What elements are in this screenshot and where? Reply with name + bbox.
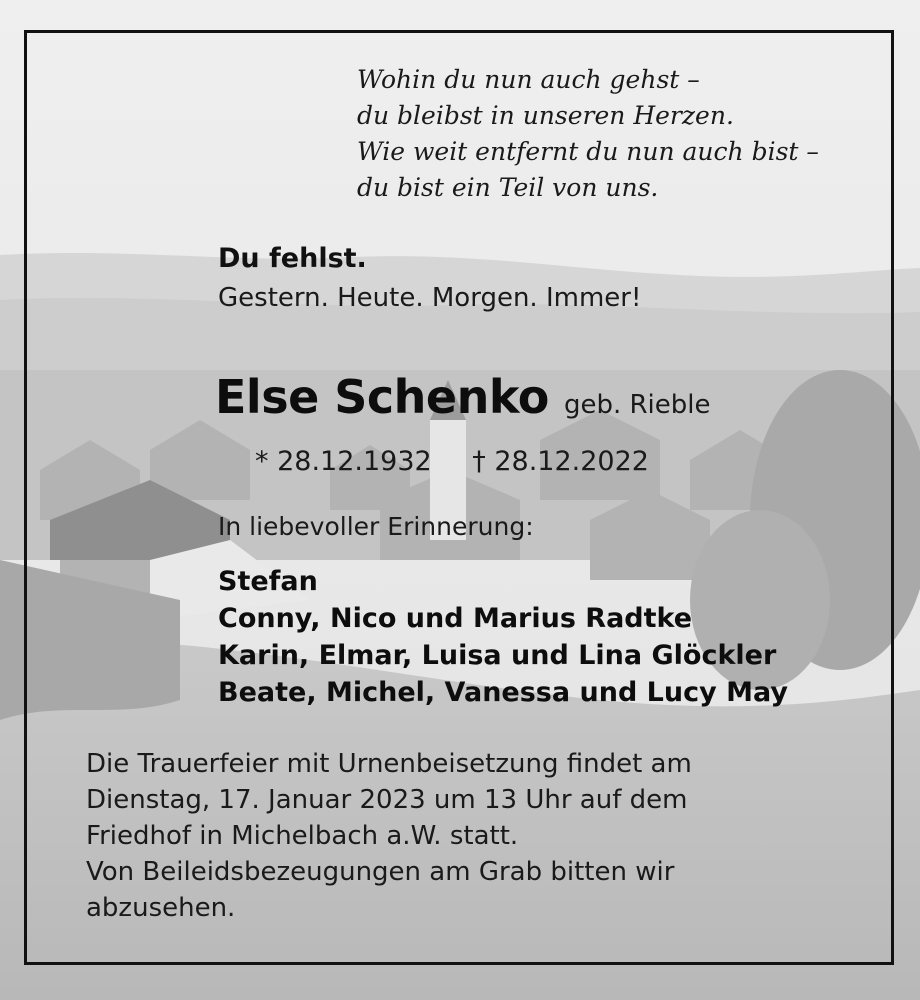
mourner-line: Karin, Elmar, Luisa und Lina Glöckler xyxy=(218,640,777,671)
notice-line: Die Trauerfeier mit Urnenbeisetzung findet am xyxy=(86,749,692,779)
mourner-line: Stefan xyxy=(218,566,318,597)
memory-heading: In liebevoller Erinnerung: xyxy=(218,512,534,541)
mourner-line: Conny, Nico und Marius Radtke xyxy=(218,603,693,634)
notice-line: Friedhof in Michelbach a.W. statt. xyxy=(86,821,519,851)
missed-subline: Gestern. Heute. Morgen. Immer! xyxy=(218,283,642,313)
notice-line: abzusehen. xyxy=(86,893,236,923)
poem-line: du bist ein Teil von uns. xyxy=(357,173,659,202)
mourners-list xyxy=(218,563,788,711)
funeral-notice xyxy=(86,746,692,926)
born-name: geb. Rieble xyxy=(563,390,711,420)
life-dates xyxy=(255,446,649,477)
mourner-line: Beate, Michel, Vanessa und Lucy May xyxy=(218,677,788,708)
poem-line: Wohin du nun auch gehst – xyxy=(357,65,700,94)
poem-line: du bleibst in unseren Herzen. xyxy=(357,101,734,130)
notice-line: Dienstag, 17. Januar 2023 um 13 Uhr auf dem xyxy=(86,785,688,815)
deceased-name: Else Schenko xyxy=(215,370,549,424)
birth-date: * 28.12.1932 xyxy=(255,446,432,477)
death-date: † 28.12.2022 xyxy=(472,446,649,477)
poem-verse xyxy=(357,62,819,206)
notice-line: Von Beileidsbezeugungen am Grab bitten wir xyxy=(86,857,675,887)
missed-heading: Du fehlst. xyxy=(218,243,367,274)
poem-line: Wie weit entfernt du nun auch bist – xyxy=(357,137,819,166)
deceased-name-line xyxy=(215,370,710,424)
